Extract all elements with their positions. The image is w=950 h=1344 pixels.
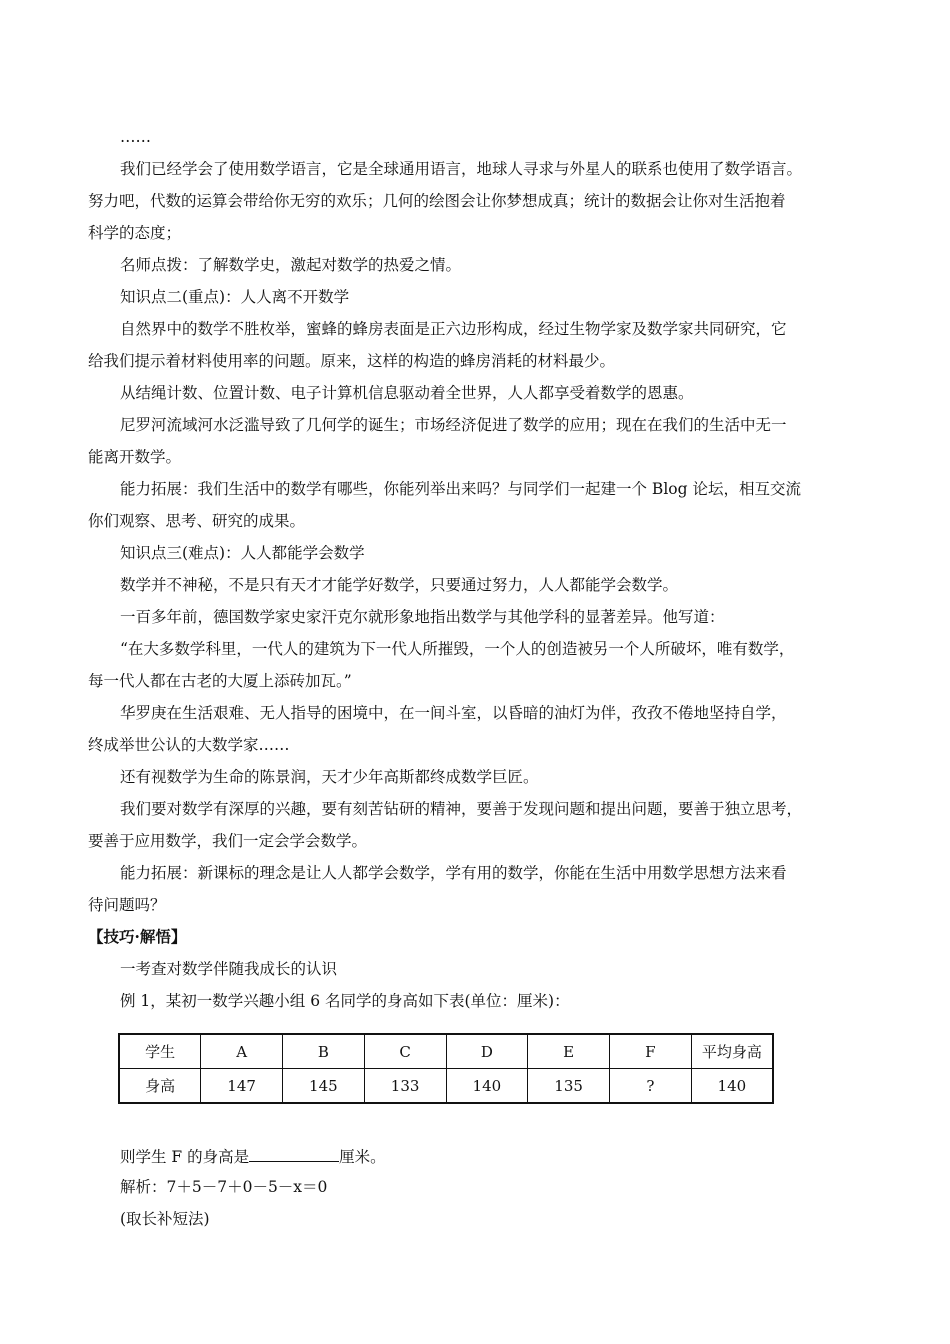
paragraph-line: 科学的态度； xyxy=(88,224,182,242)
section-heading-tips: 【技巧·解悟】 xyxy=(88,927,187,946)
quote-line: “在大多数学科里，一代人的建筑为下一代人所摧毁，一个人的创造被另一个人所破坏，唯有数学， xyxy=(120,640,795,658)
question-prefix: 则学生 F 的身高是 xyxy=(120,1148,250,1166)
paragraph-line: 还有视数学为生命的陈景润，天才少年高斯都终成数学巨匠。 xyxy=(120,768,539,786)
paragraph-line: 给我们提示着材料使用率的问题。原来，这样的构造的蜂房消耗的材料最少。 xyxy=(88,352,616,370)
paragraph-line: 华罗庚在生活艰难、无人指导的困境中，在一间斗室，以昏暗的油灯为伴，孜孜不倦地坚持自学， xyxy=(120,704,787,722)
table-cell: 133 xyxy=(364,1069,446,1104)
table-cell: ? xyxy=(610,1069,692,1104)
question-line xyxy=(120,1145,386,1167)
table-cell: 145 xyxy=(283,1069,365,1104)
ellipsis-line: …… xyxy=(120,128,151,146)
method-line: (取长补短法) xyxy=(120,1210,210,1228)
table-cell: 135 xyxy=(528,1069,610,1104)
paragraph-line: 待问题吗？ xyxy=(88,896,166,914)
paragraph-line: 你们观察、思考、研究的成果。 xyxy=(88,512,306,530)
table-cell: A xyxy=(201,1034,283,1069)
paragraph-line: 我们要对数学有深厚的兴趣，要有刻苦钻研的精神，要善于发现问题和提出问题，要善于独立思考， xyxy=(120,800,803,818)
table-cell: 147 xyxy=(201,1069,283,1104)
solution-line: 解析：7＋5－7＋0－5－x＝0 xyxy=(120,1178,328,1196)
topic-line: 一考查对数学伴随我成长的认识 xyxy=(120,960,338,978)
table-cell: 140 xyxy=(446,1069,528,1104)
paragraph-line: 从结绳计数、位置计数、电子计算机信息驱动着全世界，人人都享受着数学的恩惠。 xyxy=(120,384,694,402)
table-cell: B xyxy=(283,1034,365,1069)
quote-line: 每一代人都在古老的大厦上添砖加瓦。” xyxy=(88,672,352,690)
table-cell: 学生 xyxy=(119,1034,201,1069)
knowledge-point-2-heading: 知识点二(重点)：人人离不开数学 xyxy=(120,288,350,306)
paragraph-line: 要善于应用数学，我们一定会学会数学。 xyxy=(88,832,368,850)
paragraph-line: 一百多年前，德国数学家史家汗克尔就形象地指出数学与其他学科的显著差异。他写道： xyxy=(120,608,725,626)
question-suffix: 厘米。 xyxy=(339,1148,386,1166)
table-cell: 身高 xyxy=(119,1069,201,1104)
answer-blank xyxy=(249,1145,339,1162)
paragraph-line: 自然界中的数学不胜枚举，蜜蜂的蜂房表面是正六边形构成，经过生物学家及数学家共同研究，它 xyxy=(120,320,787,338)
height-table xyxy=(118,1033,774,1104)
paragraph-line: 尼罗河流域河水泛滥导致了几何学的诞生；市场经济促进了数学的应用；现在在我们的生活中无一 xyxy=(120,416,787,434)
table-cell: 140 xyxy=(691,1069,773,1104)
table-cell: 平均身高 xyxy=(691,1034,773,1069)
table-cell: E xyxy=(528,1034,610,1069)
paragraph-line: 能离开数学。 xyxy=(88,448,182,466)
table-row xyxy=(119,1069,773,1104)
table-cell: D xyxy=(446,1034,528,1069)
table-cell: F xyxy=(610,1034,692,1069)
ability-extension-1: 能力拓展：我们生活中的数学有哪些，你能列举出来吗？与同学们一起建一个 Blog 论坛，相互交流 xyxy=(120,480,801,498)
paragraph-line: 数学并不神秘，不是只有天才才能学好数学，只要通过努力，人人都能学会数学。 xyxy=(120,576,679,594)
table-cell: C xyxy=(364,1034,446,1069)
knowledge-point-3-heading: 知识点三(难点)：人人都能学会数学 xyxy=(120,544,365,562)
table-header-row xyxy=(119,1034,773,1069)
paragraph-line: 终成举世公认的大数学家…… xyxy=(88,736,290,754)
teacher-tip: 名师点拨：了解数学史，激起对数学的热爱之情。 xyxy=(120,256,462,274)
paragraph-line: 努力吧，代数的运算会带给你无穷的欢乐；几何的绘图会让你梦想成真；统计的数据会让你对生活抱着 xyxy=(88,192,786,210)
example-1-line: 例 1，某初一数学兴趣小组 6 名同学的身高如下表(单位：厘米)： xyxy=(120,992,570,1010)
ability-extension-2: 能力拓展：新课标的理念是让人人都学会数学，学有用的数学，你能在生活中用数学思想方法来看 xyxy=(120,864,787,882)
paragraph-line: 我们已经学会了使用数学语言，它是全球通用语言，地球人寻求与外星人的联系也使用了数学语言。 xyxy=(120,160,803,178)
